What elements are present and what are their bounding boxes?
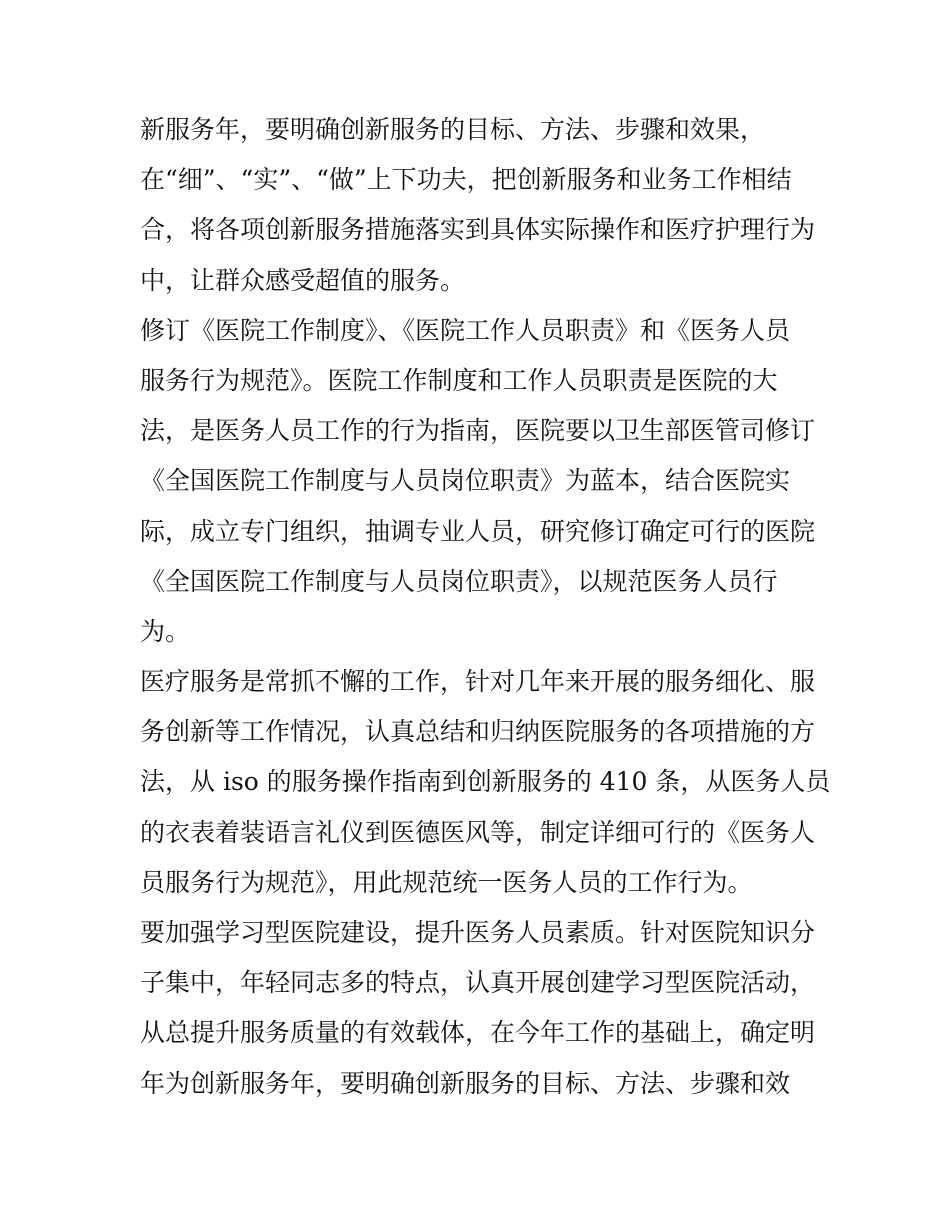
text-line: 员服务行为规范》，用此规范统一医务人员的工作行为。 xyxy=(140,867,753,897)
text-line: 《全国医院工作制度与人员岗位职责》，以规范医务人员行 xyxy=(140,566,778,596)
text-line: 子集中，年轻同志多的特点，认真开展创建学习型医院活动， xyxy=(140,968,816,998)
text-line: 法，是医务人员工作的行为指南，医院要以卫生部医管司修订 xyxy=(140,416,816,446)
text-line: 为。 xyxy=(140,616,191,646)
text-line: 医疗服务是常抓不懈的工作，针对几年来开展的服务细化、服 xyxy=(140,667,816,697)
text-line: 在“细”、“实”、“做”上下功夫，把创新服务和业务工作相结 xyxy=(140,165,792,195)
text-line: 合，将各项创新服务措施落实到具体实际操作和医疗护理行为 xyxy=(140,215,816,245)
body-text xyxy=(140,105,831,1109)
text-line: 《全国医院工作制度与人员岗位职责》为蓝本，结合医院实 xyxy=(140,466,791,496)
text-line: 新服务年，要明确创新服务的目标、方法、步骤和效果， xyxy=(140,115,766,144)
text-line: 中，让群众感受超值的服务。 xyxy=(140,265,466,295)
text-line: 法，从 iso 的服务操作指南到创新服务的 410 条，从医务人员 xyxy=(140,767,831,797)
text-line: 际，成立专门组织，抽调专业人员，研究修订确定可行的医院 xyxy=(140,516,816,546)
text-line: 年为创新服务年，要明确创新服务的目标、方法、步骤和效 xyxy=(140,1068,791,1098)
text-line: 务创新等工作情况，认真总结和归纳医院服务的各项措施的方 xyxy=(140,717,816,747)
text-line: 修订《医院工作制度》、《医院工作人员职责》和《医务人员 xyxy=(140,315,791,345)
text-line: 要加强学习型医院建设，提升医务人员素质。针对医院知识分 xyxy=(140,918,816,947)
text-line: 从总提升服务质量的有效载体，在今年工作的基础上，确定明 xyxy=(140,1018,816,1048)
text-line: 服务行为规范》。医院工作制度和工作人员职责是医院的大 xyxy=(140,365,778,395)
text-line: 的衣表着装语言礼仪到医德医风等，制定详细可行的《医务人 xyxy=(140,817,816,847)
